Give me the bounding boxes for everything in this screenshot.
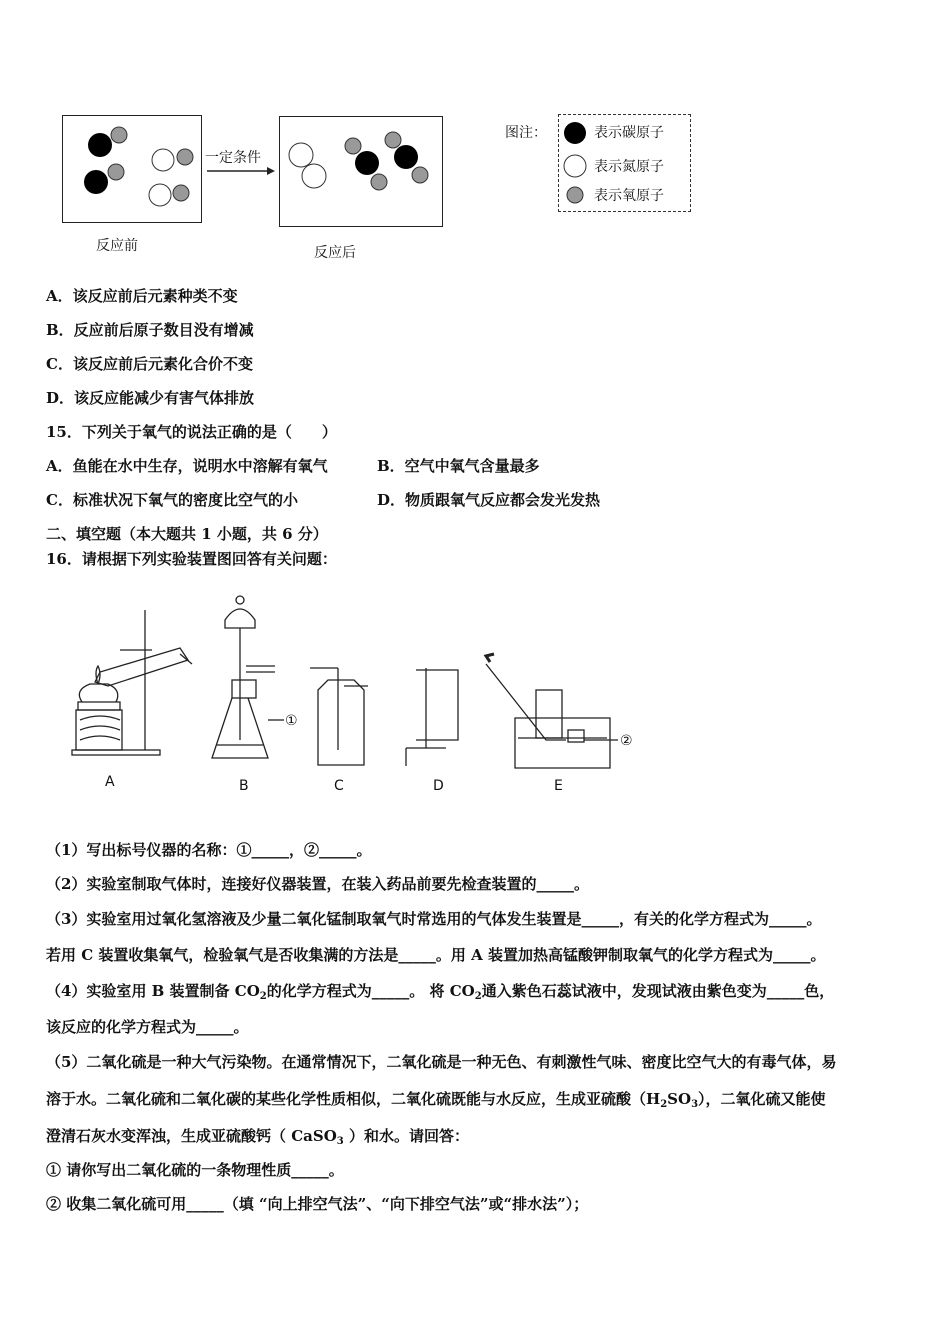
apparatus-c: [310, 668, 368, 765]
q15-option-b: B．空气中氧气含量最多: [377, 457, 540, 475]
q15-option-d: D．物质跟氧气反应都会发光发热: [377, 491, 601, 509]
apparatus-figure: [60, 590, 660, 770]
q16-sub2: ② 收集二氧化硫可用_____（填 “向上排空气法”、“向下排空气法”或“排水法”）；: [46, 1195, 589, 1213]
oxygen-atom-icon: [567, 187, 583, 203]
q15-option-c: C．标准状况下氧气的密度比空气的小: [46, 491, 298, 509]
carbon-atom: [84, 170, 108, 194]
oxygen-atom: [345, 138, 361, 154]
nitrogen-atom: [149, 184, 171, 206]
q15-stem: 15．下列关于氧气的说法正确的是（ ）: [46, 423, 337, 441]
after-label: 反应后: [314, 245, 356, 261]
legend-icons: [558, 114, 598, 210]
apparatus-d: [406, 668, 458, 766]
oxygen-atom: [177, 149, 193, 165]
legend-nitrogen: 表示氮原子: [594, 159, 664, 175]
section-heading: 二、填空题（本大题共 1 小题，共 6 分）: [46, 525, 328, 543]
apparatus-label-b: B: [239, 778, 249, 794]
q16-part5-line3: 澄清石灰水变浑浊，生成亚硫酸钙（ CaSO$_3$ ）和水。请回答：: [46, 1127, 469, 1147]
nitrogen-atom: [152, 149, 174, 171]
q16-part5-line2: 溶于水。二氧化硫和二氧化碳的某些化学性质相似，二氧化硫既能与水反应，生成亚硫酸$(H_2SO_3)$，二氧化硫又能使: [46, 1090, 826, 1110]
carbon-atom: [394, 145, 418, 169]
arrow-icon: [205, 166, 275, 176]
q16-part4-line2: 该反应的化学方程式为_____。: [46, 1018, 249, 1036]
nitrogen-atom-icon: [564, 155, 586, 177]
apparatus-e: [486, 654, 618, 768]
q16-part3-line2: 若用 C 装置收集氧气，检验氧气是否收集满的方法是_____。用 A 装置加热高锰酸钾制取氧气的化学方程式为_____。: [46, 946, 826, 964]
q14-option-b: B．反应前后原子数目没有增减: [46, 321, 254, 339]
q16-part2: （2）实验室制取气体时，连接好仪器装置，在装入药品前要先检查装置的_____。: [46, 875, 589, 893]
oxygen-atom: [111, 127, 127, 143]
q14-option-c: C．该反应前后元素化合价不变: [46, 355, 253, 373]
oxygen-atom: [173, 185, 189, 201]
apparatus-label-a: A: [105, 774, 115, 790]
apparatus-label-d: D: [433, 778, 444, 794]
q16-part4-line1: （4）实验室用 B 装置制备 $CO_2$的化学方程式为_____。 将 $CO_2$通入紫色石蕊试液中，发现试液由紫色变为_____色，: [46, 982, 835, 1002]
oxygen-atom: [385, 132, 401, 148]
nitrogen-atom: [302, 164, 326, 188]
apparatus-a: [72, 610, 192, 755]
q14-option-d: D．该反应能减少有害气体排放: [46, 389, 255, 407]
q16-part5-line1: （5）二氧化硫是一种大气污染物。在通常情况下，二氧化硫是一种无色、有刺激性气味、密度比空气大的有毒气体，易: [46, 1053, 837, 1071]
after-molecules: [279, 116, 443, 227]
q16-part3-line1: （3）实验室用过氧化氢溶液及少量二氧化锰制取氧气时常选用的气体发生装置是_____，有关的化学方程式为_____。: [46, 910, 822, 928]
nitrogen-atom: [289, 143, 313, 167]
legend-title: 图注：: [505, 125, 547, 141]
arrow-label: 一定条件: [205, 150, 261, 166]
before-label: 反应前: [96, 238, 138, 254]
marker-2: ②: [620, 733, 633, 749]
marker-1: ①: [285, 713, 298, 729]
q14-option-a: A．该反应前后元素种类不变: [46, 287, 238, 305]
oxygen-atom: [108, 164, 124, 180]
apparatus-label-c: C: [334, 778, 344, 794]
carbon-atom: [88, 133, 112, 157]
apparatus-label-e: E: [554, 778, 563, 794]
legend-carbon: 表示碳原子: [594, 125, 664, 141]
q15-option-a: A．鱼能在水中生存，说明水中溶解有氧气: [46, 457, 328, 475]
carbon-atom: [355, 151, 379, 175]
q16-stem: 16．请根据下列实验装置图回答有关问题：: [46, 550, 337, 568]
before-molecules: [62, 115, 202, 223]
q16-sub1: ① 请你写出二氧化硫的一条物理性质_____。: [46, 1161, 344, 1179]
oxygen-atom: [371, 174, 387, 190]
q16-part1: （1）写出标号仪器的名称：①_____，②_____。: [46, 841, 372, 859]
oxygen-atom: [412, 167, 428, 183]
apparatus-b: [212, 596, 284, 758]
legend-oxygen: 表示氧原子: [594, 188, 664, 204]
carbon-atom-icon: [564, 122, 586, 144]
